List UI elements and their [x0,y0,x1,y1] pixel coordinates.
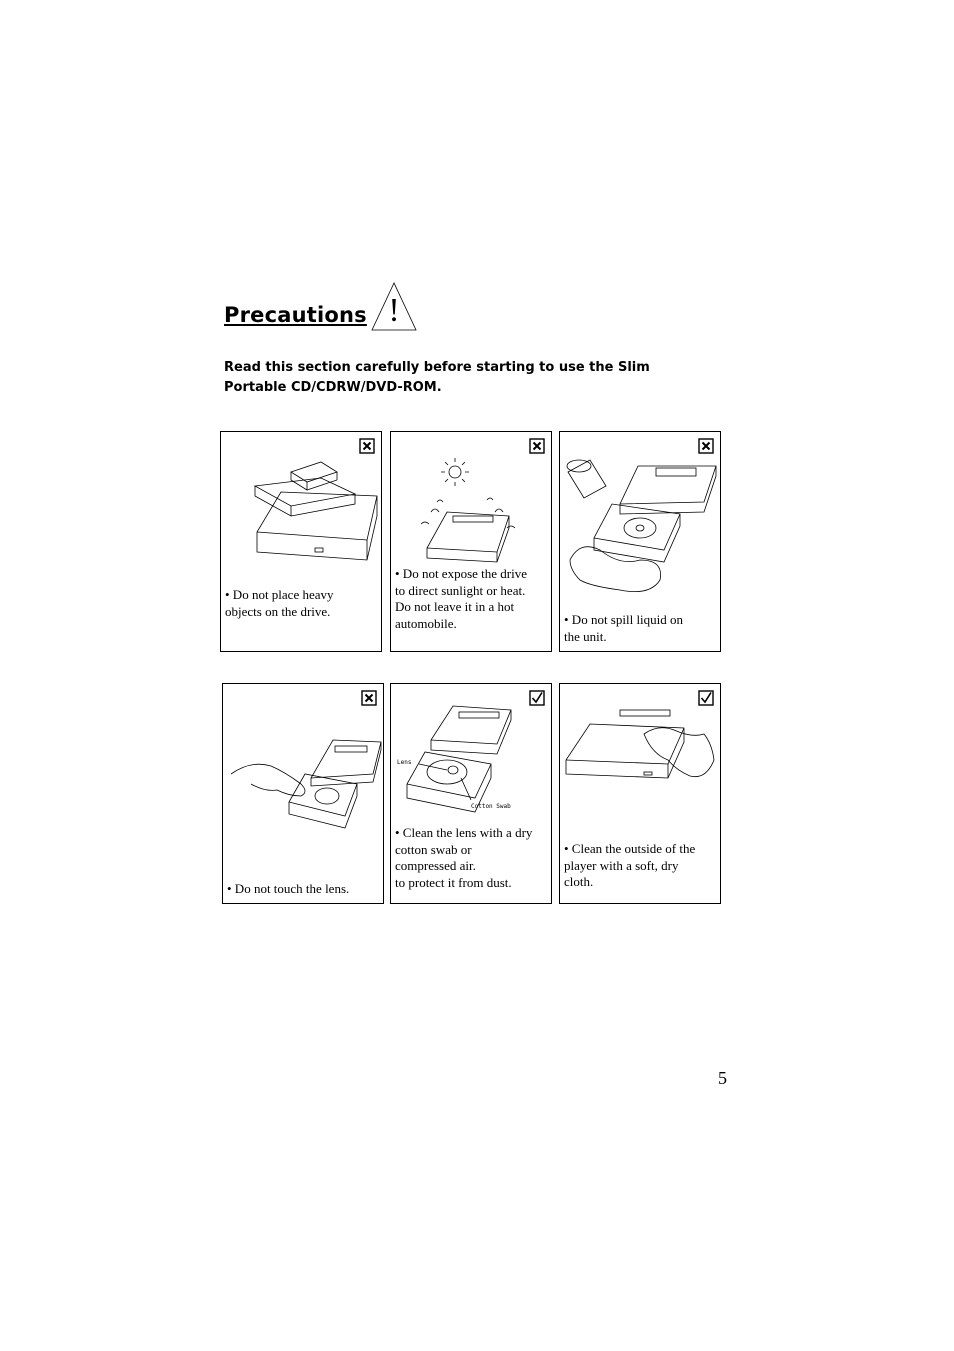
precaution-panel-clean-lens [390,683,552,904]
warning-triangle-icon [370,281,418,333]
page-title: Precautions [224,303,367,327]
intro-text: Read this section carefully before starting to use the Slim Portable CD/CDRW/DVD-ROM. [224,360,650,395]
precaution-caption: • Do not spill liquid on the unit. [564,612,684,644]
precaution-caption: • Do not place heavy objects on the drive. [225,587,334,619]
svg-text:Cotton Swab: Cotton Swab [471,803,511,810]
precaution-panel-sunlight [390,431,552,652]
precaution-caption: • Do not expose the drive to direct sunlight or heat. Do not leave it in a hot automobile. [395,566,527,631]
precaution-caption: • Clean the lens with a dry cotton swab or compressed air. to protect it from dust. [395,825,533,890]
page-number: 5 [718,1068,727,1088]
x-box-icon [361,690,377,706]
x-box-icon [529,438,545,454]
svg-text:Lens: Lens [397,759,412,766]
precaution-panel-clean-outside [559,683,721,904]
precaution-panel-heavy-objects [220,431,382,652]
touch-lens-illustration [223,684,383,903]
x-box-icon [698,438,714,454]
precaution-panel-touch-lens [222,683,384,904]
check-box-icon [529,690,545,706]
check-box-icon [698,690,714,706]
svg-text:!: ! [388,292,400,329]
x-box-icon [359,438,375,454]
precaution-caption: • Do not touch the lens. [227,881,350,896]
precaution-panel-liquid [559,431,721,652]
precaution-caption: • Clean the outside of the player with a soft, dry cloth. [564,841,696,889]
